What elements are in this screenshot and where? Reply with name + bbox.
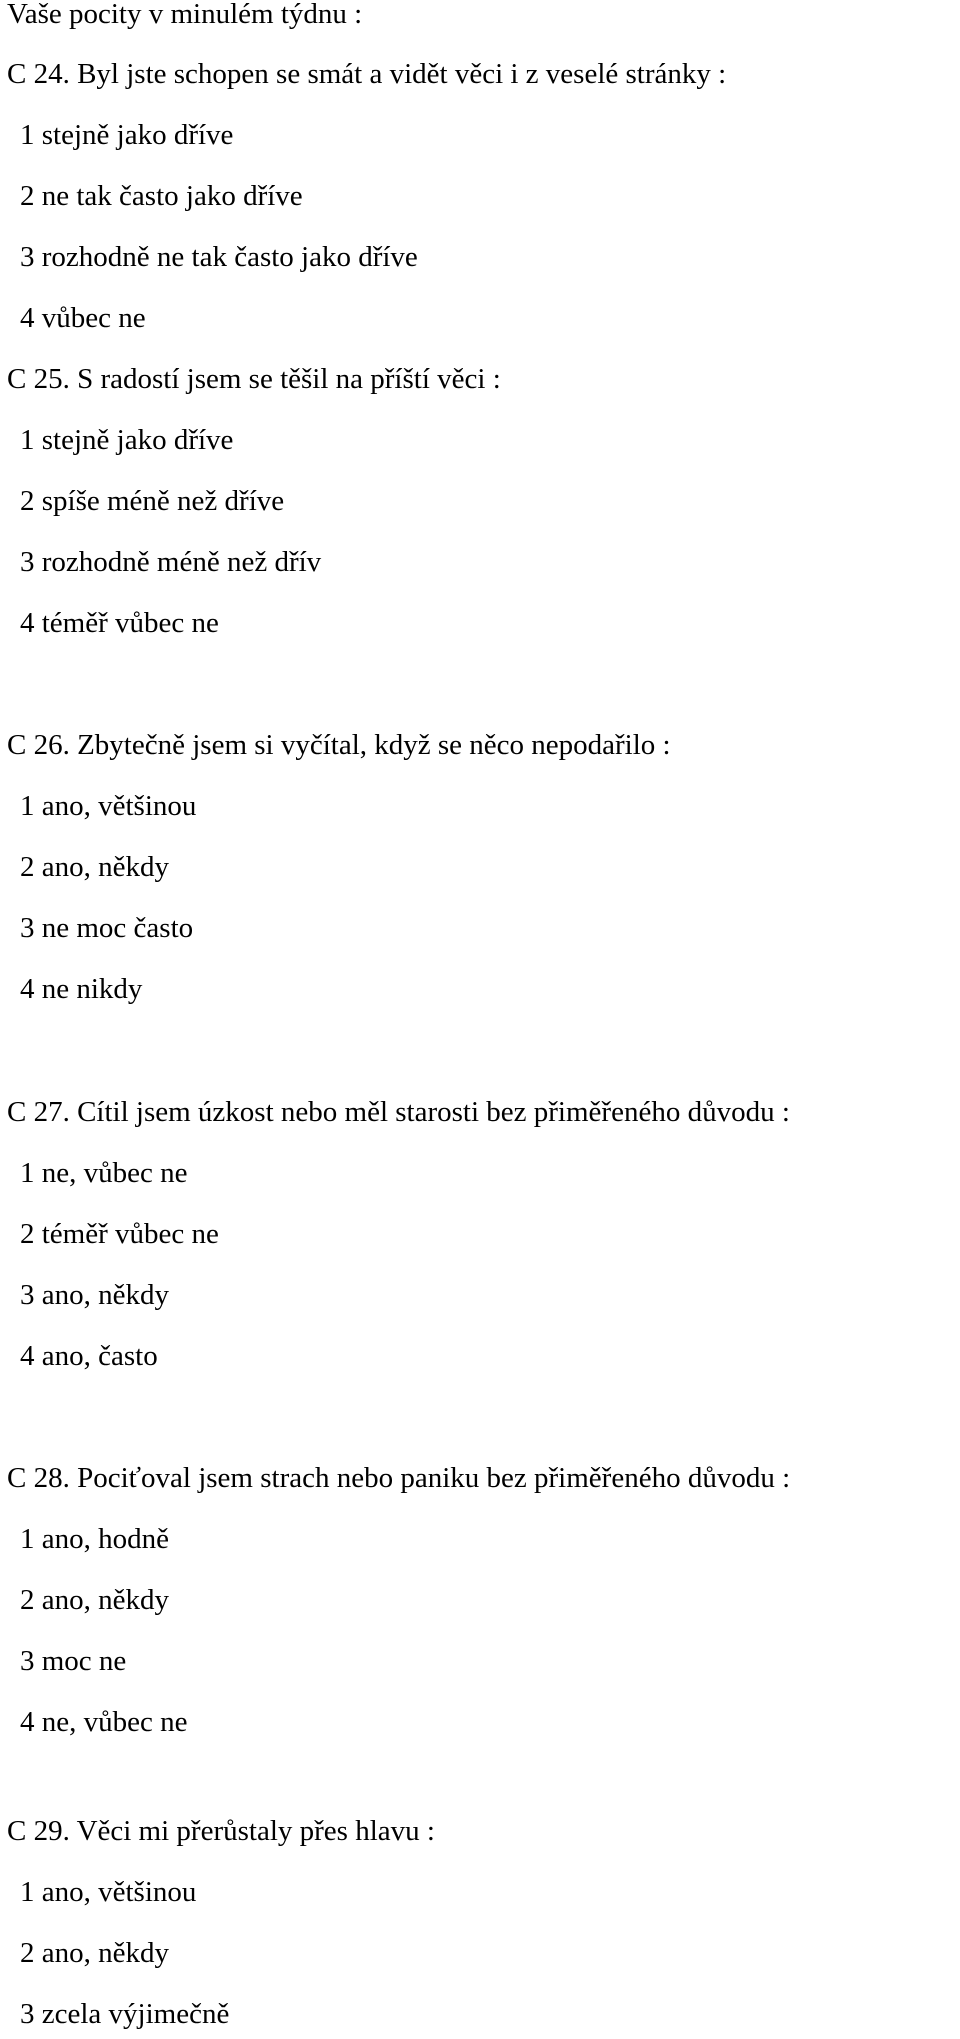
question-c28: C 28. Pociťoval jsem strach nebo paniku bez přiměřeného důvodu :	[7, 1462, 791, 1494]
question-c25: C 25. S radostí jsem se těšil na příští věci :	[7, 363, 501, 395]
answer-option: 2 ano, někdy	[20, 1584, 169, 1616]
answer-option: 1 stejně jako dříve	[20, 119, 234, 151]
answer-option: 2 ano, někdy	[20, 851, 169, 883]
answer-option: 3 ne moc často	[20, 912, 194, 944]
answer-option: 2 spíše méně než dříve	[20, 485, 285, 517]
question-c24: C 24. Byl jste schopen se smát a vidět věci i z veselé stránky :	[7, 58, 727, 90]
answer-option: 1 ano, většinou	[20, 790, 197, 822]
answer-option: 4 téměř vůbec ne	[20, 607, 219, 639]
answer-option: 4 ano, často	[20, 1340, 158, 1372]
question-c27: C 27. Cítil jsem úzkost nebo měl starosti bez přiměřeného důvodu :	[7, 1096, 790, 1128]
question-c29: C 29. Věci mi přerůstaly přes hlavu :	[7, 1815, 435, 1847]
answer-option: 4 vůbec ne	[20, 302, 146, 334]
answer-option: 1 ano, většinou	[20, 1876, 197, 1908]
answer-option: 1 ne, vůbec ne	[20, 1157, 188, 1189]
answer-option: 3 ano, někdy	[20, 1279, 169, 1311]
answer-option: 4 ne, vůbec ne	[20, 1706, 188, 1738]
answer-option: 3 rozhodně méně než dřív	[20, 546, 322, 578]
answer-option: 2 téměř vůbec ne	[20, 1218, 219, 1250]
answer-option: 3 rozhodně ne tak často jako dříve	[20, 241, 418, 273]
answer-option: 3 moc ne	[20, 1645, 127, 1677]
answer-option: 1 ano, hodně	[20, 1523, 169, 1555]
answer-option: 1 stejně jako dříve	[20, 424, 234, 456]
answer-option: 4 ne nikdy	[20, 973, 143, 1005]
question-c26: C 26. Zbytečně jsem si vyčítal, když se něco nepodařilo :	[7, 729, 671, 761]
answer-option: 3 zcela výjimečně	[20, 1998, 230, 2030]
page-heading: Vaše pocity v minulém týdnu :	[7, 0, 363, 30]
answer-option: 2 ano, někdy	[20, 1937, 169, 1969]
answer-option: 2 ne tak často jako dříve	[20, 180, 303, 212]
